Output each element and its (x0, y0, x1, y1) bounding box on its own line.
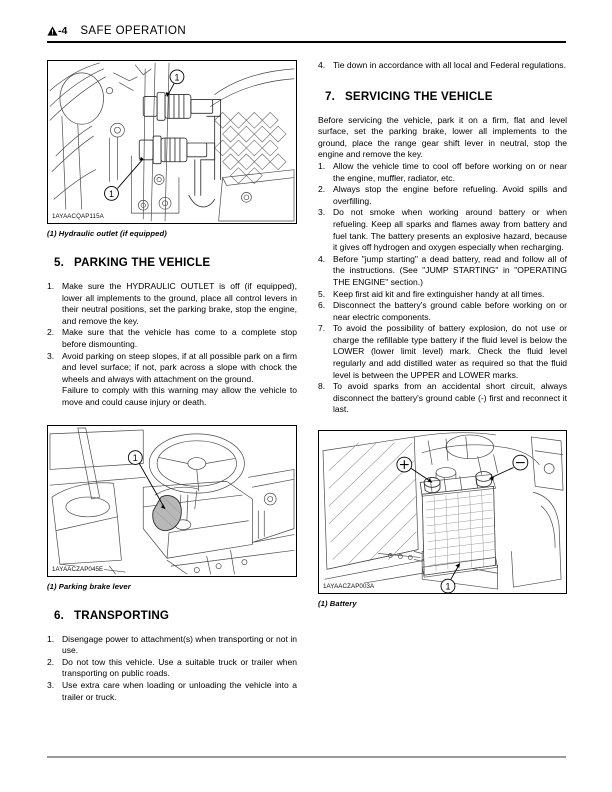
list-section-7 (318, 161, 567, 416)
figure-id: 1AYAACQAP115A (52, 213, 104, 220)
figure-caption-brake: (1) Parking brake lever (47, 581, 131, 591)
list-item-text: Use extra care when loading or unloading the vehicle into a trailer or truck. (62, 679, 297, 702)
list-item-text: Before "jump starting" a dead battery, read and follow all of the instructions. (See "JUMP STARTING" in "OPERATING THE ENGINE" section.) (333, 253, 567, 287)
list-item (318, 207, 567, 253)
section-7-intro: Before servicing the vehicle, park it on a firm, flat and level surface, set the parking brake, lower all implements to the ground, place the range gear shift lever in neutral, stop the engine and remove the key. (318, 114, 567, 160)
header-divider (47, 41, 566, 43)
svg-text:1: 1 (174, 72, 180, 83)
section-title: TRANSPORTING (74, 608, 170, 622)
list-item (47, 327, 297, 350)
list-item-text: Make sure the HYDRAULIC OUTLET is off (if equipped), lower all implements to the ground, place all control levers in their neutral positions, set the parking brake, stop the engine, and remove the key. (62, 281, 297, 326)
list-item-text: Do not tow this vehicle. Use a suitable truck or trailer when transporting on public roads. (62, 656, 297, 679)
list-item-number: 2. (47, 327, 55, 338)
section-heading-7 (318, 90, 567, 103)
section-title: PARKING THE VEHICLE (74, 256, 211, 269)
section-number: 6. (54, 608, 65, 622)
list-section-6-continued (318, 60, 567, 72)
list-item (318, 289, 567, 301)
list-item (318, 184, 567, 207)
page-header (47, 21, 566, 41)
list-item-text: Disengage power to attachment(s) when transporting or not in use. (62, 633, 297, 656)
figure-caption-battery: (1) Battery (318, 599, 357, 609)
list-item (47, 634, 297, 657)
list-item-number: 1. (318, 160, 326, 171)
list-item (47, 281, 297, 327)
section-number: 5. (54, 256, 65, 269)
list-item-number: 1. (47, 633, 55, 644)
figure-hydraulic-outlet (47, 60, 297, 224)
section-5-continuation: Failure to comply with this warning may allow the vehicle to move and could cause injury or death. (62, 385, 297, 407)
figure-parking-brake (47, 425, 297, 577)
list-section-6 (47, 634, 297, 704)
figure-id: 1AYAACZAP003A (323, 583, 375, 591)
figure-caption-hydraulic: (1) Hydraulic outlet (if equipped) (47, 229, 167, 238)
list-item-text: Disconnect the battery's ground cable before working on or near electric components. (333, 300, 567, 322)
list-item-number: 7. (318, 323, 326, 334)
list-item (47, 657, 297, 680)
left-column (47, 60, 297, 703)
list-item-number: 3. (318, 207, 326, 218)
warning-triangle-icon (47, 26, 58, 36)
list-item (318, 161, 567, 184)
list-section-5 (47, 281, 297, 385)
figure-battery (318, 430, 567, 594)
list-item-text: Tie down in accordance with all local and Federal regulations. (333, 60, 566, 70)
page-number: -4 (58, 25, 68, 37)
list-item-text: Avoid parking on steep slopes, if at all possible park on a firm and level surface; if not, park across a slope with chock the wheels and always with attachment on the ground. (62, 350, 297, 384)
footer-divider (47, 756, 566, 758)
list-item (47, 680, 297, 703)
section-heading-5 (47, 256, 297, 269)
list-item-number: 4. (318, 253, 326, 264)
list-item-text: To avoid the possibility of battery explosion, do not use or charge the refillable type battery if the fluid level is below the LOWER (lower limit level) mark. Check the fluid level regularly and add distilled water as required so that the fluid level is between the UPPER and LOWER marks. (333, 323, 567, 380)
list-item (318, 254, 567, 289)
right-column (318, 60, 567, 608)
list-item-text: Always stop the engine before refueling. Avoid spills and overfilling. (333, 184, 567, 206)
list-item-number: 2. (318, 184, 326, 195)
list-item-text: Allow the vehicle time to cool off before working on or near the engine, muffler, radiator, etc. (333, 160, 567, 183)
list-item-number: 1. (47, 281, 55, 291)
list-item (318, 381, 567, 416)
list-item (47, 351, 297, 386)
list-item-number: 3. (47, 679, 55, 690)
list-item-text: Make sure that the vehicle has come to a complete stop before dismounting. (62, 327, 297, 349)
list-item-number: 8. (318, 381, 326, 392)
list-item (318, 323, 567, 381)
list-item-text: Keep first aid kit and fire extinguisher handy at all times. (333, 288, 545, 299)
figure-id: 1AYAACZAP045E (52, 565, 104, 573)
page-title: SAFE OPERATION (80, 25, 187, 37)
list-item-number: 3. (47, 350, 55, 361)
section-number: 7. (325, 89, 336, 103)
svg-text:1: 1 (132, 452, 138, 463)
list-item (318, 60, 567, 72)
list-item (318, 300, 567, 323)
list-item-number: 4. (318, 60, 326, 70)
list-item-number: 6. (318, 300, 326, 311)
svg-text:1: 1 (445, 581, 451, 592)
list-item-number: 2. (47, 656, 55, 667)
svg-text:1: 1 (109, 188, 114, 199)
section-heading-6 (47, 609, 297, 622)
list-item-text: To avoid sparks from an accidental short circuit, always disconnect the battery's ground cable (-) first and reconnect it last. (333, 381, 567, 415)
list-item-text: Do not smoke when working around battery or when refueling. Keep all sparks and flames away from battery and fuel tank. The battery presents an explosive hazard, because it gives off hydrogen and oxygen especially when recharging. (333, 207, 567, 253)
list-item-number: 5. (318, 288, 326, 299)
section-title: SERVICING THE VEHICLE (345, 89, 493, 103)
